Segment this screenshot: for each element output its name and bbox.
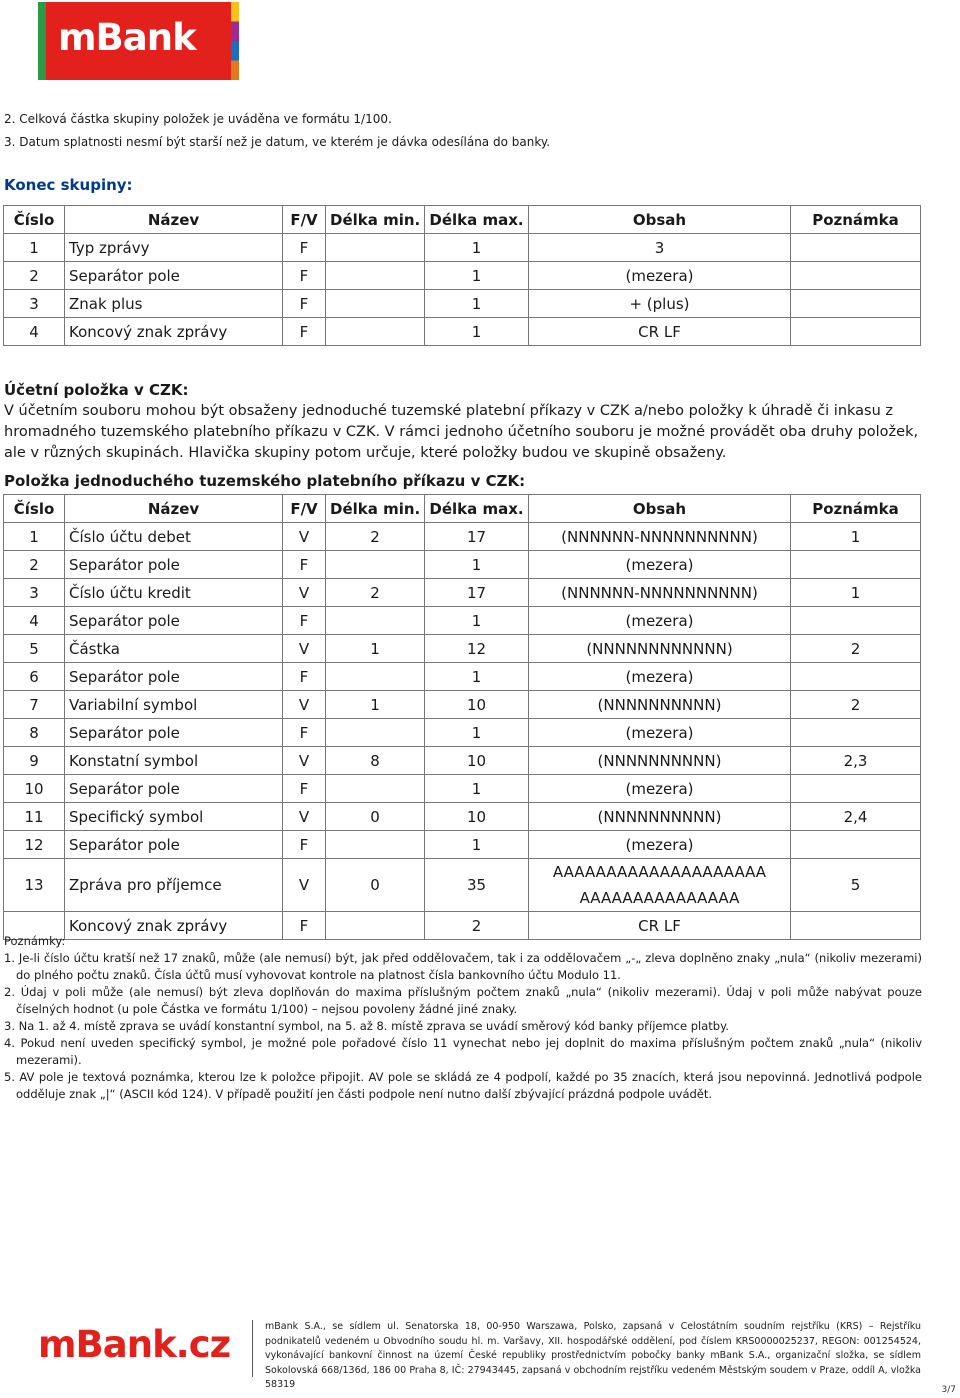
- cell-name: Separátor pole: [65, 775, 283, 803]
- logo-text: mBank: [58, 16, 196, 59]
- cell-max: 1: [425, 290, 529, 318]
- cell-name: Typ zprávy: [65, 234, 283, 262]
- col-header: Číslo: [4, 206, 65, 234]
- end-group-title: Konec skupiny:: [4, 176, 133, 194]
- cell-max: 10: [425, 803, 529, 831]
- content-line: AAAAAAAAAAAAAAA: [579, 889, 740, 907]
- cell-fv: F: [283, 262, 326, 290]
- table-row: [4, 747, 921, 775]
- logo-stripe-green: [38, 2, 46, 80]
- cell-fv: F: [283, 318, 326, 346]
- table-row: [4, 523, 921, 551]
- cell-min: 2: [326, 523, 425, 551]
- cell-content: (mezera): [529, 607, 791, 635]
- table-row: [4, 262, 921, 290]
- cell-name: Separátor pole: [65, 831, 283, 859]
- cell-note: [791, 775, 921, 803]
- cell-number: 5: [4, 635, 65, 663]
- cell-content: 3: [529, 234, 791, 262]
- cell-note: [791, 607, 921, 635]
- cell-content: (NNNNNNNNNN): [529, 691, 791, 719]
- cell-note: 1: [791, 523, 921, 551]
- cell-content: (mezera): [529, 775, 791, 803]
- table-row: [4, 859, 921, 912]
- logo-stripe-multi: [231, 2, 239, 80]
- cell-number: 10: [4, 775, 65, 803]
- cell-max: 1: [425, 607, 529, 635]
- cell-fv: F: [283, 663, 326, 691]
- intro-line: 3. Datum splatnosti nesmí být starší než je datum, ve kterém je dávka odesílána do banky.: [4, 135, 551, 149]
- table-row: [4, 579, 921, 607]
- cell-note: [791, 262, 921, 290]
- cell-content: (NNNNNN-NNNNNNNNNN): [529, 579, 791, 607]
- cell-note: [791, 234, 921, 262]
- cell-fv: F: [283, 607, 326, 635]
- table-row: [4, 635, 921, 663]
- cell-number: 2: [4, 551, 65, 579]
- cell-name: Konstatní symbol: [65, 747, 283, 775]
- cell-note: [791, 663, 921, 691]
- cell-min: [326, 318, 425, 346]
- end-group-table: [3, 205, 921, 346]
- cell-name: Koncový znak zprávy: [65, 318, 283, 346]
- cell-fv: F: [283, 775, 326, 803]
- cell-content: (mezera): [529, 551, 791, 579]
- cell-fv: V: [283, 579, 326, 607]
- cell-min: [326, 234, 425, 262]
- notes-section: [4, 933, 922, 1103]
- cell-fv: V: [283, 747, 326, 775]
- cell-number: 12: [4, 831, 65, 859]
- cell-content: (NNNNNNNNNN): [529, 747, 791, 775]
- accounting-item-text: V účetním souboru mohou být obsaženy jednoduché tuzemské platební příkazy v CZK a/nebo položky k úhradě či inkasu z hromadného tuzemského platebního příkazu v CZK. V rámci jednoho účetního souboru je možné provádět oba druhy položek, ale v různých skupinách. Hlavička skupiny potom určuje, které položky budou ve skupině obsaženy.: [4, 403, 919, 461]
- cell-name: Znak plus: [65, 290, 283, 318]
- col-header: Název: [65, 495, 283, 523]
- cell-min: 1: [326, 635, 425, 663]
- col-header: Poznámka: [791, 206, 921, 234]
- cell-max: 17: [425, 579, 529, 607]
- cell-name: Separátor pole: [65, 551, 283, 579]
- notes-title: Poznámky:: [4, 934, 66, 948]
- cell-max: 17: [425, 523, 529, 551]
- cell-name: Číslo účtu debet: [65, 523, 283, 551]
- cell-min: 1: [326, 691, 425, 719]
- cell-max: 1: [425, 775, 529, 803]
- cell-content: [529, 859, 791, 912]
- table-row: [4, 719, 921, 747]
- mbank-logo: [38, 2, 239, 80]
- cell-min: [326, 262, 425, 290]
- cell-content: (NNNNNNNNNN): [529, 803, 791, 831]
- cell-max: 1: [425, 262, 529, 290]
- note-item: 1. Je-li číslo účtu kratší než 17 znaků, může (ale nemusí) být, jak před oddělovačem, tak i za oddělovačem „-„ zleva doplněno znaky „nula“ (nikoliv mezerami) do plného počtu znaků. Čísla účtů musí vyhovovat kontrole na platnost čísla bankovního účtu Modulo 11.: [4, 951, 922, 982]
- cell-min: 8: [326, 747, 425, 775]
- table-row: [4, 831, 921, 859]
- intro-notes: [4, 108, 550, 154]
- cell-max: 10: [425, 691, 529, 719]
- cell-note: 5: [791, 859, 921, 912]
- cell-fv: V: [283, 803, 326, 831]
- cell-fv: V: [283, 691, 326, 719]
- cell-content: (mezera): [529, 719, 791, 747]
- cell-max: 35: [425, 859, 529, 912]
- cell-name: Koncový znak zprávy: [65, 912, 283, 940]
- cell-min: 0: [326, 803, 425, 831]
- cell-name: Separátor pole: [65, 262, 283, 290]
- cell-fv: F: [283, 719, 326, 747]
- cell-min: [326, 607, 425, 635]
- payment-item-table: [3, 494, 921, 940]
- cell-name: Číslo účtu kredit: [65, 579, 283, 607]
- col-header: Délka max.: [425, 495, 529, 523]
- col-header: F/V: [283, 495, 326, 523]
- cell-max: 12: [425, 635, 529, 663]
- table-row: [4, 318, 921, 346]
- footer-logo: mBank.cz: [38, 1323, 231, 1366]
- cell-content: (mezera): [529, 831, 791, 859]
- cell-note: [791, 831, 921, 859]
- cell-name: Separátor pole: [65, 719, 283, 747]
- col-header: Obsah: [529, 206, 791, 234]
- cell-min: [326, 775, 425, 803]
- cell-max: 1: [425, 551, 529, 579]
- cell-min: 2: [326, 579, 425, 607]
- table-header-row: [4, 495, 921, 523]
- cell-max: 1: [425, 318, 529, 346]
- cell-number: 3: [4, 579, 65, 607]
- cell-fv: F: [283, 290, 326, 318]
- cell-note: [791, 318, 921, 346]
- cell-content: CR LF: [529, 318, 791, 346]
- footer-legal-text: mBank S.A., se sídlem ul. Senatorska 18, 00-950 Warszawa, Polsko, zapsaná v Celostátním soudním rejstříku (KRS) – Rejstříku podnikatelů vedeném u Obvodního soudu hl. m. Varšavy, XII. hospodářské oddělení, pod číslem KRS0000025237, REGON: 001254524, vykonávající bankovní činnost na území České republiky prostřednictvím pobočky banky mBank S.A., organizační složka, se sídlem Sokolovská 668/136d, 186 00 Praha 8, IČ: 27943445, zapsaná v obchodním rejstříku vedeném Městským soudem v Praze, oddíl A, vložka 58319: [265, 1321, 921, 1390]
- cell-note: [791, 290, 921, 318]
- cell-name: Variabilní symbol: [65, 691, 283, 719]
- cell-number: 9: [4, 747, 65, 775]
- cell-min: [326, 663, 425, 691]
- cell-number: 4: [4, 318, 65, 346]
- table-row: [4, 663, 921, 691]
- note-item: 3. Na 1. až 4. místě zprava se uvádí konstantní symbol, na 5. až 8. místě zprava se uvádí směrový kód banky příjemce platby.: [4, 1019, 729, 1033]
- cell-number: 2: [4, 262, 65, 290]
- cell-fv: V: [283, 859, 326, 912]
- cell-name: Částka: [65, 635, 283, 663]
- table-row: [4, 290, 921, 318]
- table-row: [4, 234, 921, 262]
- intro-line: 2. Celková částka skupiny položek je uváděna ve formátu 1/100.: [4, 112, 392, 126]
- note-item: 2. Údaj v poli může (ale nemusí) být zleva doplňován do maxima příslušným počtem znaků „nula“ (nikoliv mezerami). Údaj v poli může nabývat pouze číselných hodnot (u pole Částka ve formátu 1/100) – nejsou povoleny žádné jiné znaky.: [4, 985, 922, 1016]
- cell-content: (mezera): [529, 663, 791, 691]
- cell-number: 7: [4, 691, 65, 719]
- col-header: Délka min.: [326, 206, 425, 234]
- cell-max: 1: [425, 719, 529, 747]
- cell-max: 1: [425, 831, 529, 859]
- cell-note: [791, 551, 921, 579]
- cell-fv: F: [283, 551, 326, 579]
- table-row: [4, 607, 921, 635]
- cell-content: (NNNNNN-NNNNNNNNNN): [529, 523, 791, 551]
- cell-content: (NNNNNNNNNNNN): [529, 635, 791, 663]
- cell-number: 1: [4, 234, 65, 262]
- cell-name: Separátor pole: [65, 663, 283, 691]
- cell-number: 6: [4, 663, 65, 691]
- page-number: 3/7: [941, 1385, 956, 1395]
- cell-number: 4: [4, 607, 65, 635]
- col-header: Název: [65, 206, 283, 234]
- cell-name: Separátor pole: [65, 607, 283, 635]
- cell-fv: F: [283, 831, 326, 859]
- cell-note: 1: [791, 579, 921, 607]
- col-header: Číslo: [4, 495, 65, 523]
- cell-number: 1: [4, 523, 65, 551]
- col-header: Poznámka: [791, 495, 921, 523]
- cell-max: 10: [425, 747, 529, 775]
- col-header: F/V: [283, 206, 326, 234]
- footer-divider: [252, 1320, 253, 1377]
- cell-name: Specifický symbol: [65, 803, 283, 831]
- cell-fv: F: [283, 234, 326, 262]
- cell-name: Zpráva pro příjemce: [65, 859, 283, 912]
- cell-min: [326, 831, 425, 859]
- cell-min: 0: [326, 859, 425, 912]
- cell-note: [791, 719, 921, 747]
- table-row: [4, 691, 921, 719]
- table-row: [4, 775, 921, 803]
- cell-fv: V: [283, 635, 326, 663]
- cell-content: CR LF: [529, 912, 791, 940]
- table-row: [4, 803, 921, 831]
- col-header: Délka min.: [326, 495, 425, 523]
- table-row: [4, 551, 921, 579]
- payment-item-title: Položka jednoduchého tuzemského platebního příkazu v CZK:: [4, 472, 526, 490]
- cell-min: [326, 290, 425, 318]
- cell-content: (mezera): [529, 262, 791, 290]
- table-header-row: [4, 206, 921, 234]
- cell-note: 2: [791, 635, 921, 663]
- cell-number: 13: [4, 859, 65, 912]
- cell-fv: V: [283, 523, 326, 551]
- accounting-item-title: Účetní položka v CZK:: [4, 381, 189, 399]
- col-header: Obsah: [529, 495, 791, 523]
- content-line: AAAAAAAAAAAAAAAAAAAA: [552, 863, 767, 881]
- col-header: Délka max.: [425, 206, 529, 234]
- cell-note: 2: [791, 691, 921, 719]
- cell-number: 11: [4, 803, 65, 831]
- cell-number: 3: [4, 290, 65, 318]
- cell-min: [326, 719, 425, 747]
- cell-note: 2,4: [791, 803, 921, 831]
- cell-number: 8: [4, 719, 65, 747]
- cell-min: [326, 551, 425, 579]
- cell-max: 1: [425, 663, 529, 691]
- cell-max: 2: [425, 912, 529, 940]
- cell-fv: F: [283, 912, 326, 940]
- cell-max: 1: [425, 234, 529, 262]
- cell-content: + (plus): [529, 290, 791, 318]
- cell-note: 2,3: [791, 747, 921, 775]
- note-item: 4. Pokud není uveden specifický symbol, je možné pole pořadové číslo 11 vynechat nebo jej doplnit do maxima příslušným počtem znaků „nula“ (nikoliv mezerami).: [4, 1036, 922, 1067]
- note-item: 5. AV pole je textová poznámka, kterou lze k položce připojit. AV pole se skládá ze 4 podpolí, každé po 35 znacích, která jsou nepovinná. Jednotlivá podpole odděluje znak „|“ (ASCII kód 124). V případě použití jen části podpole není nutno další zbývající prázdná podpole uvádět.: [4, 1070, 922, 1101]
- accounting-item-section: [4, 380, 924, 464]
